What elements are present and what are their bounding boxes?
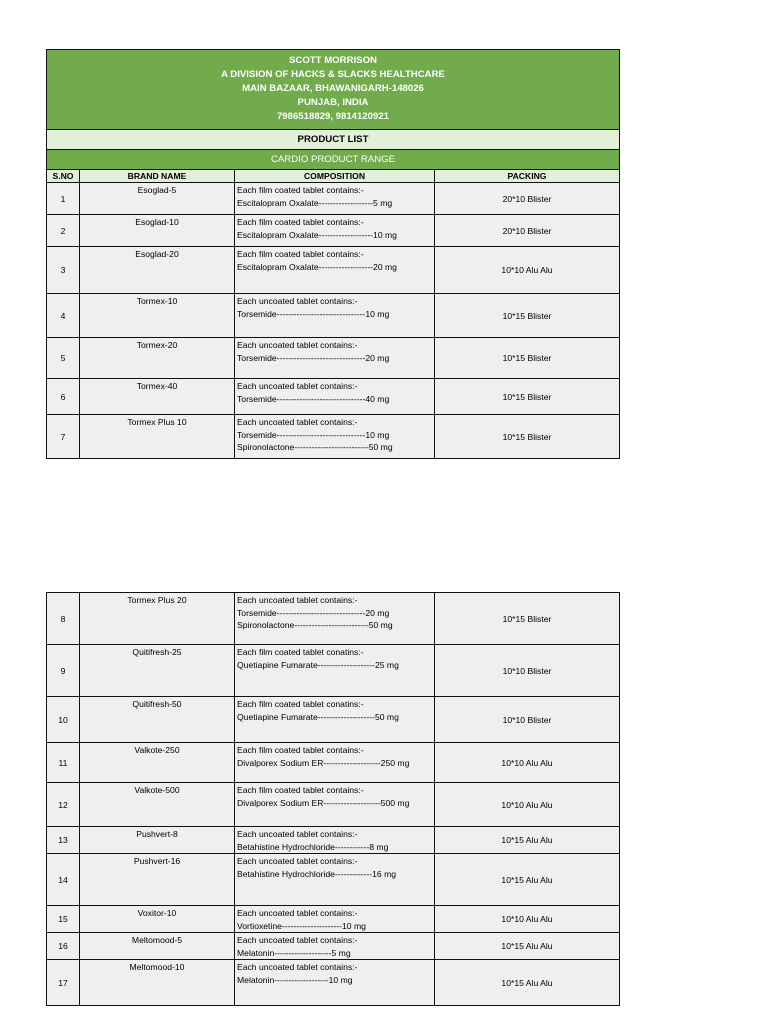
row-brand-name: Tormex-40 <box>80 379 235 415</box>
col-packing: PACKING <box>435 170 620 183</box>
composition-line: Torsemide-------------------------------40 mg <box>237 393 390 404</box>
row-sno: 9 <box>47 645 80 697</box>
table-row <box>47 933 620 960</box>
row-packing: 10*15 Blister <box>435 415 620 459</box>
composition-line: Each uncoated tablet contains:- <box>237 856 358 866</box>
row-sno: 7 <box>47 415 80 459</box>
company-phones: 7986518829, 9814120921 <box>276 111 390 122</box>
row-sno: 16 <box>47 933 80 960</box>
row-packing: 10*10 Alu Alu <box>435 783 620 827</box>
row-brand-name: Esoglad-5 <box>80 183 235 215</box>
table-2-body <box>47 593 620 1006</box>
row-brand-name: Tormex-20 <box>80 338 235 379</box>
row-packing: 10*15 Blister <box>435 593 620 645</box>
row-composition <box>235 697 435 743</box>
table-row <box>47 697 620 743</box>
composition-line: Betahistine Hydrochloride------------8 mg <box>237 841 389 852</box>
composition-line: Escitalopram Oxalate-------------------5 mg <box>237 197 393 208</box>
row-packing: 10*15 Alu Alu <box>435 827 620 854</box>
col-brand: BRAND NAME <box>80 170 235 183</box>
row-sno: 6 <box>47 379 80 415</box>
column-header-row <box>47 170 620 183</box>
row-sno: 10 <box>47 697 80 743</box>
row-sno: 13 <box>47 827 80 854</box>
row-brand-name: Tormex Plus 10 <box>80 415 235 459</box>
table-row <box>47 854 620 906</box>
row-packing: 10*15 Blister <box>435 294 620 338</box>
row-packing: 10*15 Alu Alu <box>435 960 620 1006</box>
composition-line: Each uncoated tablet contains:- <box>237 296 358 306</box>
composition-line: Each film coated tablet contains:- <box>237 745 364 755</box>
row-composition <box>235 247 435 294</box>
table-row <box>47 415 620 459</box>
company-address: MAIN BAZAAR, BHAWANIGARH-148026 <box>242 83 424 94</box>
composition-line: Spironolactone--------------------------50 mg <box>237 442 393 452</box>
table-row <box>47 743 620 783</box>
composition-line: Each uncoated tablet contains:- <box>237 935 358 945</box>
composition-line: Escitalopram Oxalate-------------------20 mg <box>237 261 397 272</box>
composition-line: Each uncoated tablet contains:- <box>237 829 358 839</box>
row-brand-name: Quitifresh-50 <box>80 697 235 743</box>
row-packing: 10*15 Alu Alu <box>435 933 620 960</box>
row-composition <box>235 906 435 933</box>
row-composition <box>235 183 435 215</box>
row-composition <box>235 379 435 415</box>
composition-line: Each film coated tablet conatins:- <box>237 699 364 709</box>
row-composition <box>235 783 435 827</box>
table-1-body <box>47 183 620 459</box>
composition-line: Each film coated tablet contains:- <box>237 785 364 795</box>
product-list-title: PRODUCT LIST <box>47 130 620 150</box>
row-sno: 17 <box>47 960 80 1006</box>
row-packing: 20*10 Blister <box>435 215 620 247</box>
table-row <box>47 645 620 697</box>
company-header <box>47 50 620 130</box>
composition-line: Torsemide-------------------------------20 mg <box>237 607 390 618</box>
composition-line: Each film coated tablet contains:- <box>237 249 364 259</box>
table-row <box>47 783 620 827</box>
row-sno: 4 <box>47 294 80 338</box>
composition-line: Each uncoated tablet contains:- <box>237 417 358 427</box>
composition-line: Quetiapine Fumarate--------------------25 mg <box>237 659 399 670</box>
composition-line: Each uncoated tablet contains:- <box>237 381 358 391</box>
row-composition <box>235 645 435 697</box>
row-packing: 10*10 Alu Alu <box>435 906 620 933</box>
row-brand-name: Tormex Plus 20 <box>80 593 235 645</box>
row-packing: 10*10 Alu Alu <box>435 247 620 294</box>
row-sno: 5 <box>47 338 80 379</box>
row-composition <box>235 294 435 338</box>
composition-line: Spironolactone--------------------------50 mg <box>237 620 393 630</box>
composition-line: Divalporex Sodium ER--------------------500 mg <box>237 797 410 808</box>
row-composition <box>235 933 435 960</box>
col-composition: COMPOSITION <box>235 170 435 183</box>
table-row <box>47 294 620 338</box>
row-composition <box>235 593 435 645</box>
company-name: SCOTT MORRISON <box>289 55 377 66</box>
row-brand-name: Esoglad-20 <box>80 247 235 294</box>
row-sno: 14 <box>47 854 80 906</box>
row-sno: 11 <box>47 743 80 783</box>
row-sno: 12 <box>47 783 80 827</box>
composition-line: Torsemide-------------------------------10 mg <box>237 429 390 440</box>
table-row <box>47 338 620 379</box>
row-packing: 10*10 Blister <box>435 697 620 743</box>
table-row <box>47 215 620 247</box>
company-division: A DIVISION OF HACKS & SLACKS HEALTHCARE <box>221 69 445 80</box>
row-packing: 20*10 Blister <box>435 183 620 215</box>
composition-line: Torsemide-------------------------------20 mg <box>237 352 390 363</box>
row-sno: 3 <box>47 247 80 294</box>
composition-line: Each film coated tablet contains:- <box>237 217 364 227</box>
composition-line: Each uncoated tablet contains:- <box>237 962 358 972</box>
company-state: PUNJAB, INDIA <box>297 97 369 108</box>
row-composition <box>235 960 435 1006</box>
composition-line: Quetiapine Fumarate--------------------50 mg <box>237 711 399 722</box>
row-brand-name: Voxitor-10 <box>80 906 235 933</box>
table-row <box>47 247 620 294</box>
composition-line: Escitalopram Oxalate-------------------10 mg <box>237 229 397 240</box>
row-composition <box>235 215 435 247</box>
row-brand-name: Valkote-250 <box>80 743 235 783</box>
row-composition <box>235 338 435 379</box>
table-row <box>47 960 620 1006</box>
row-composition <box>235 415 435 459</box>
table-row <box>47 379 620 415</box>
row-brand-name: Pushvert-16 <box>80 854 235 906</box>
row-packing: 10*10 Alu Alu <box>435 743 620 783</box>
composition-line: Melatonin-------------------10 mg <box>237 974 353 985</box>
row-packing: 10*10 Blister <box>435 645 620 697</box>
row-composition <box>235 854 435 906</box>
row-brand-name: Valkote-500 <box>80 783 235 827</box>
composition-line: Each uncoated tablet contains:- <box>237 340 358 350</box>
row-brand-name: Tormex-10 <box>80 294 235 338</box>
product-table-2 <box>46 592 620 1006</box>
row-sno: 8 <box>47 593 80 645</box>
col-sno: S.NO <box>47 170 80 183</box>
composition-line: Each uncoated tablet contains:- <box>237 908 358 918</box>
range-title: CARDIO PRODUCT RANGE <box>47 150 620 170</box>
row-brand-name: Esoglad-10 <box>80 215 235 247</box>
row-sno: 1 <box>47 183 80 215</box>
row-packing: 10*15 Blister <box>435 338 620 379</box>
table-row <box>47 906 620 933</box>
composition-line: Vortioxetine---------------------10 mg <box>237 920 366 931</box>
row-sno: 2 <box>47 215 80 247</box>
composition-line: Each film coated tablet contains:- <box>237 185 364 195</box>
composition-line: Melatonin--------------------5 mg <box>237 947 351 958</box>
row-composition <box>235 743 435 783</box>
composition-line: Betahistine Hydrochloride-------------16 mg <box>237 868 397 879</box>
composition-line: Divalporex Sodium ER--------------------250 mg <box>237 757 410 768</box>
table-row <box>47 827 620 854</box>
table-row <box>47 593 620 645</box>
row-packing: 10*15 Blister <box>435 379 620 415</box>
product-table-1 <box>46 49 620 459</box>
table-row <box>47 183 620 215</box>
row-brand-name: Quitifresh-25 <box>80 645 235 697</box>
row-composition <box>235 827 435 854</box>
composition-line: Each film coated tablet conatins:- <box>237 647 364 657</box>
row-brand-name: Meltomood-5 <box>80 933 235 960</box>
row-brand-name: Meltomood-10 <box>80 960 235 1006</box>
row-sno: 15 <box>47 906 80 933</box>
composition-line: Torsemide-------------------------------10 mg <box>237 308 390 319</box>
row-packing: 10*15 Alu Alu <box>435 854 620 906</box>
row-brand-name: Pushvert-8 <box>80 827 235 854</box>
composition-line: Each uncoated tablet contains:- <box>237 595 358 605</box>
